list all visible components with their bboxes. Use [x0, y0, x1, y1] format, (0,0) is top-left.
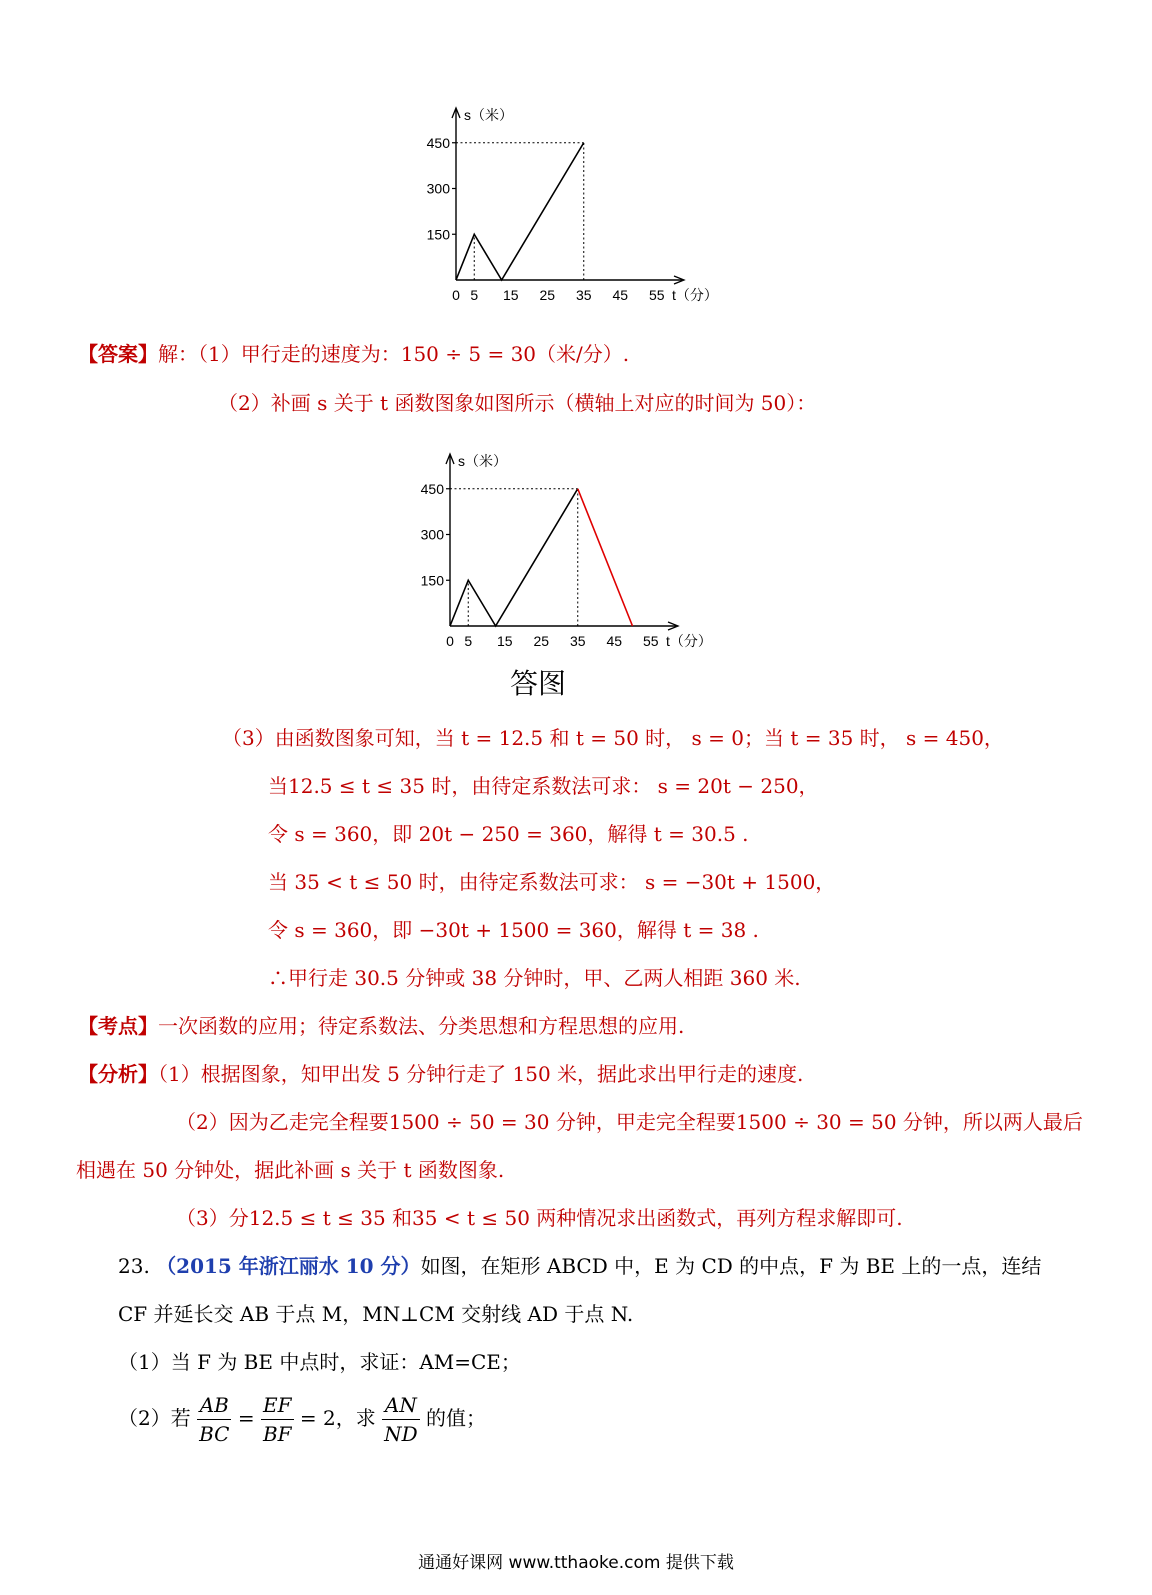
fraction-numerator: AB [197, 1391, 231, 1420]
answer-p4: 当12.5 ≤ t ≤ 35 时，由待定系数法可求： s = 20t − 250， [268, 774, 819, 798]
answer-p8: ∴甲行走 30.5 分钟或 38 分钟时，甲、乙两人相距 360 米. [268, 966, 801, 990]
chart-1 [420, 100, 720, 310]
series-line-2 [578, 489, 633, 626]
equals-sign: = [237, 1406, 255, 1430]
x-tick-label: 15 [502, 287, 519, 303]
chart-2-caption: 答图 [510, 667, 567, 700]
q23-line-4 [118, 1388, 486, 1448]
fenxi-p4: （3）分12.5 ≤ t ≤ 35 和35 < t ≤ 50 两种情况求出函数式，再列方程求解即可. [176, 1206, 903, 1230]
x-tick-label: 35 [575, 287, 592, 303]
fenxi-line-4 [176, 1204, 903, 1232]
series-line-1 [456, 143, 584, 280]
x-tick-label: 0 [446, 633, 454, 649]
fraction-numerator: AN [382, 1391, 420, 1420]
y-tick-label: 450 [426, 134, 450, 151]
q23-number: 23. [118, 1254, 150, 1278]
q23-text-2: CF 并延长交 AB 于点 M，MN⊥CM 交射线 AD 于点 N. [118, 1302, 634, 1326]
answer-line-5 [268, 820, 749, 848]
fraction-ab-bc [197, 1391, 231, 1448]
x-axis-label: t（分） [666, 633, 712, 649]
fraction-numerator: EF [261, 1391, 294, 1420]
y-axis-label: s（米） [458, 453, 507, 469]
answer-tag: 【答案】 [78, 342, 158, 366]
fenxi-p2: （2）因为乙走完全程要1500 ÷ 50 = 30 分钟，甲走完全程要1500 ÷ 30 = 50 分钟，所以两人最后 [176, 1110, 1083, 1134]
x-tick-label: 35 [569, 633, 586, 649]
fraction-denominator: ND [384, 1422, 418, 1446]
y-tick-label: 300 [426, 180, 450, 197]
q23-text-1: 如图，在矩形 ABCD 中，E 为 CD 的中点，F 为 BE 上的一点，连结 [420, 1254, 1042, 1278]
x-tick-label: 45 [606, 633, 623, 649]
chart-2 [414, 446, 714, 656]
y-axis-label: s（米） [464, 107, 513, 123]
answer-p7: 令 s = 360，即 −30t + 1500 = 360，解得 t = 38 . [268, 918, 759, 942]
q23-part-1: （1）当 F 为 BE 中点时，求证：AM=CE； [118, 1350, 521, 1374]
y-tick-label: 150 [420, 572, 444, 589]
q23-part-2-suffix: 的值； [426, 1406, 486, 1430]
x-axis-label: t（分） [672, 287, 718, 303]
x-tick-label: 5 [470, 287, 479, 303]
x-tick-label: 15 [496, 633, 513, 649]
fenxi-line-1 [78, 1060, 803, 1088]
fenxi-line-3 [76, 1156, 504, 1184]
fenxi-p3: 相遇在 50 分钟处，据此补画 s 关于 t 函数图象. [76, 1158, 505, 1182]
x-tick-label: 45 [612, 287, 629, 303]
q23-part-2-prefix: （2）若 [118, 1406, 191, 1430]
x-tick-label: 55 [648, 287, 665, 303]
answer-line-7 [268, 916, 759, 944]
fraction-an-nd [382, 1391, 420, 1448]
chart-1-svg [420, 100, 720, 310]
answer-line-8 [268, 964, 801, 992]
y-tick-label: 450 [420, 480, 444, 497]
answer-line-4 [268, 772, 819, 800]
answer-p1: 解：（1）甲行走的速度为：150 ÷ 5 = 30（米/分）. [158, 342, 630, 366]
fraction-ef-bf [261, 1391, 294, 1448]
answer-p3: （3）由函数图象可知，当 t = 12.5 和 t = 50 时， s = 0；当 t = 35 时， s = 450， [222, 726, 1004, 750]
fenxi-p1: （1）根据图象，知甲出发 5 分钟行走了 150 米，据此求出甲行走的速度. [158, 1062, 804, 1086]
x-tick-label: 5 [464, 633, 473, 649]
chart-2-svg [414, 446, 714, 656]
answer-p2: （2）补画 s 关于 t 函数图象如图所示（横轴上对应的时间为 50）： [218, 391, 817, 415]
fraction-denominator: BC [199, 1422, 230, 1446]
answer-line-2 [218, 389, 816, 417]
q23-line-2 [118, 1300, 633, 1328]
kaodian-tag: 【考点】 [78, 1014, 158, 1038]
kaodian-line [78, 1012, 684, 1040]
x-tick-label: 25 [533, 633, 550, 649]
fraction-denominator: BF [262, 1422, 292, 1446]
series-line-1 [450, 489, 578, 626]
answer-line-3 [222, 724, 1004, 752]
fenxi-tag: 【分析】 [78, 1062, 158, 1086]
x-tick-label: 55 [642, 633, 659, 649]
answer-p5: 令 s = 360，即 20t − 250 = 360，解得 t = 30.5 . [268, 822, 749, 846]
y-tick-label: 300 [420, 526, 444, 543]
answer-p6: 当 35 < t ≤ 50 时，由待定系数法可求： s = −30t + 1500， [268, 870, 836, 894]
q23-line-1 [118, 1252, 1041, 1280]
fenxi-line-2 [176, 1108, 1083, 1136]
q23-line-3 [118, 1348, 521, 1376]
y-tick-label: 150 [426, 226, 450, 243]
x-tick-label: 0 [452, 287, 460, 303]
kaodian-text: 一次函数的应用；待定系数法、分类思想和方程思想的应用. [158, 1014, 685, 1038]
answer-line-6 [268, 868, 835, 896]
answer-line-1 [78, 340, 629, 368]
x-tick-label: 25 [539, 287, 556, 303]
equals-two: = 2，求 [299, 1406, 376, 1430]
page-footer: 通通好课网 www.tthaoke.com 提供下载 [418, 1553, 734, 1573]
q23-source: （2015 年浙江丽水 10 分） [156, 1254, 421, 1278]
